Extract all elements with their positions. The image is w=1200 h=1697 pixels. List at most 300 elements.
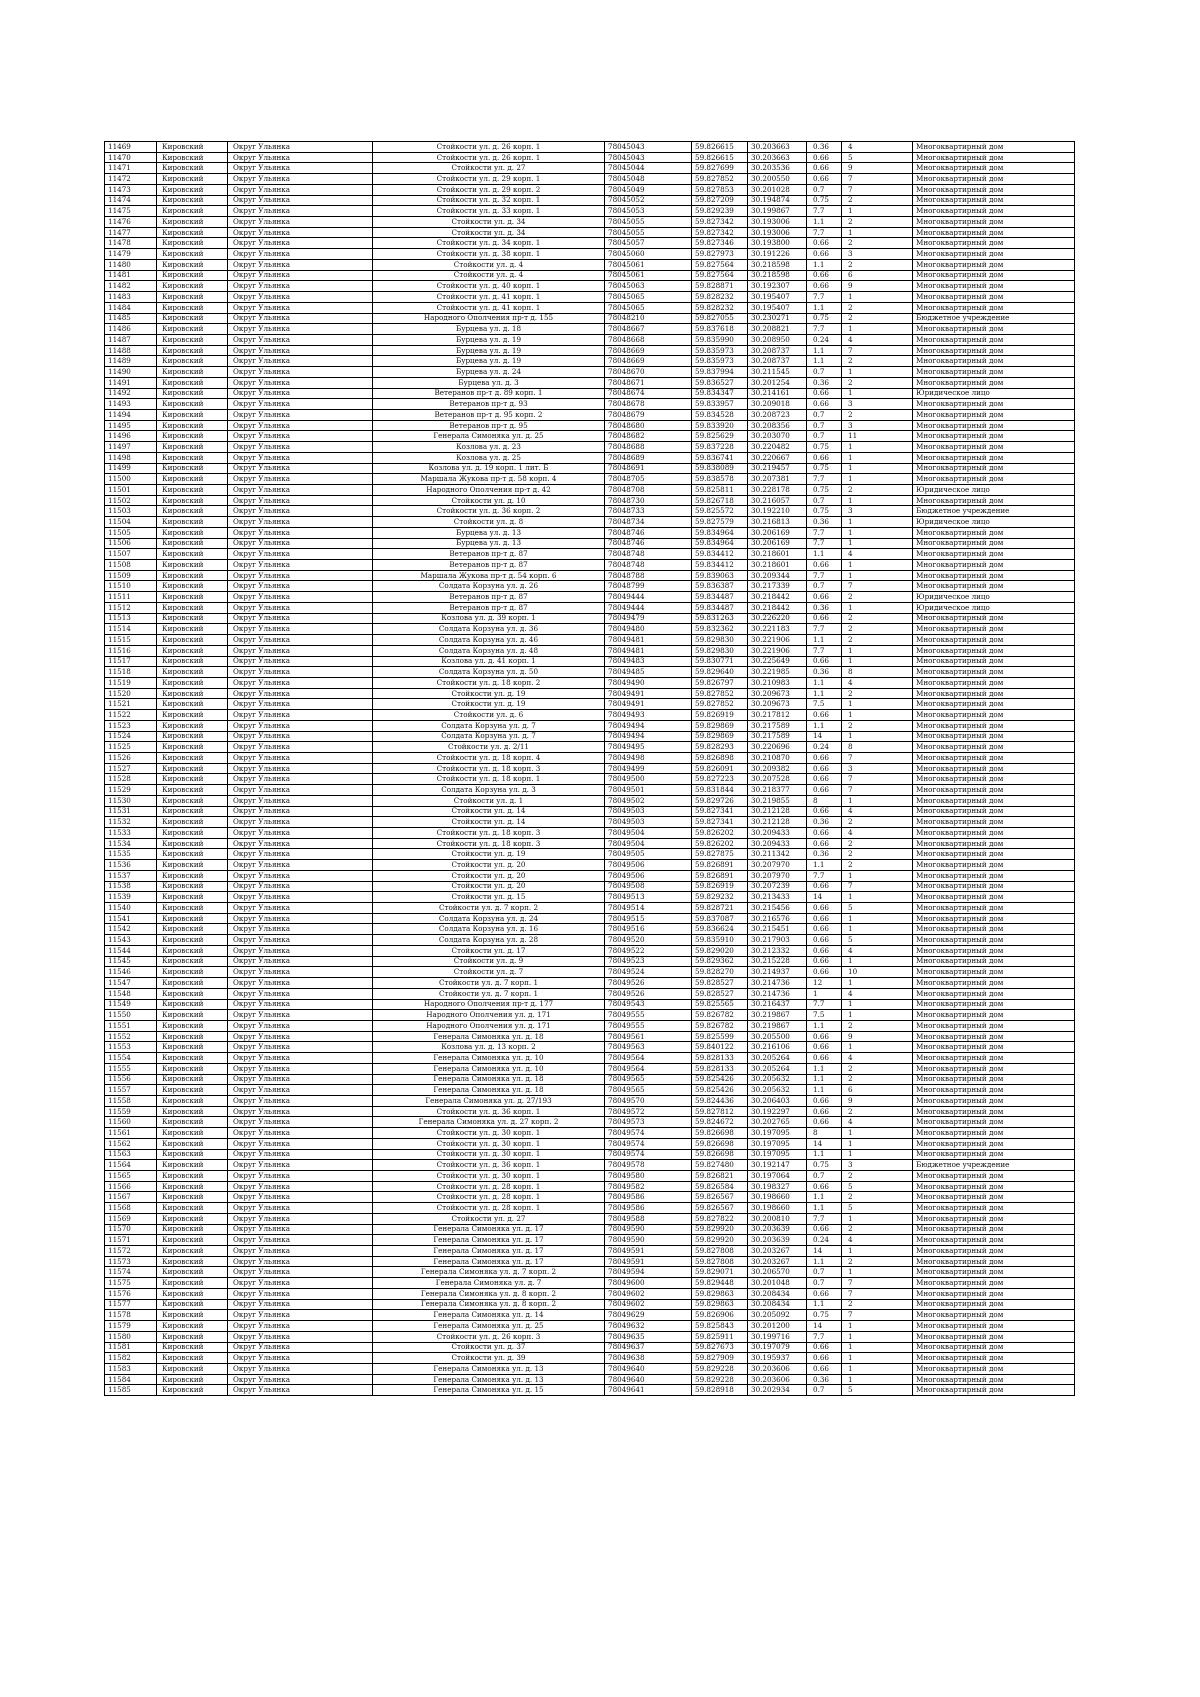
district-cell: Кировский (157, 420, 228, 431)
latitude-cell: 59.826567 (692, 1203, 748, 1214)
longitude-cell: 30.209673 (748, 699, 807, 710)
count-cell: 5 (842, 1385, 913, 1396)
district-cell: Кировский (157, 677, 228, 688)
district-cell: Кировский (157, 1374, 228, 1385)
latitude-cell: 59.825426 (692, 1085, 748, 1096)
volume-cell: 0.66 (807, 1288, 842, 1299)
object-code-cell: 78048688 (605, 442, 692, 453)
volume-cell: 0.66 (807, 452, 842, 463)
object-code-cell: 78048689 (605, 452, 692, 463)
table-row (105, 1053, 1075, 1064)
longitude-cell: 30.209018 (748, 399, 807, 410)
row-number-cell: 11520 (105, 688, 157, 699)
object-code-cell: 78049582 (605, 1181, 692, 1192)
volume-cell: 1.1 (807, 1256, 842, 1267)
longitude-cell: 30.202934 (748, 1385, 807, 1396)
municipality-cell: Округ Ульянка (228, 1288, 373, 1299)
table-row (105, 163, 1075, 174)
longitude-cell: 30.208950 (748, 334, 807, 345)
row-number-cell: 11560 (105, 1117, 157, 1128)
object-type-cell: Многоквартирный дом (913, 1235, 1075, 1246)
municipality-cell: Округ Ульянка (228, 795, 373, 806)
table-row (105, 795, 1075, 806)
latitude-cell: 59.837618 (692, 324, 748, 335)
longitude-cell: 30.197064 (748, 1171, 807, 1182)
row-number-cell: 11493 (105, 399, 157, 410)
address-cell: Стойкости ул. д. 29 корп. 1 (373, 174, 605, 185)
municipality-cell: Округ Ульянка (228, 656, 373, 667)
municipality-cell: Округ Ульянка (228, 431, 373, 442)
row-number-cell: 11551 (105, 1020, 157, 1031)
row-number-cell: 11504 (105, 517, 157, 528)
address-cell: Солдата Корзуна ул. д. 28 (373, 935, 605, 946)
latitude-cell: 59.826919 (692, 881, 748, 892)
latitude-cell: 59.829071 (692, 1267, 748, 1278)
longitude-cell: 30.197095 (748, 1149, 807, 1160)
address-cell: Ветеранов пр-т д. 89 корп. 1 (373, 388, 605, 399)
count-cell: 9 (842, 281, 913, 292)
object-code-cell: 78049523 (605, 956, 692, 967)
municipality-cell: Округ Ульянка (228, 485, 373, 496)
row-number-cell: 11530 (105, 795, 157, 806)
volume-cell: 1.1 (807, 635, 842, 646)
municipality-cell: Округ Ульянка (228, 1106, 373, 1117)
object-type-cell: Бюджетное учреждение (913, 506, 1075, 517)
latitude-cell: 59.826891 (692, 860, 748, 871)
longitude-cell: 30.212128 (748, 817, 807, 828)
latitude-cell: 59.836741 (692, 452, 748, 463)
municipality-cell: Округ Ульянка (228, 1224, 373, 1235)
latitude-cell: 59.839063 (692, 570, 748, 581)
longitude-cell: 30.218377 (748, 785, 807, 796)
district-cell: Кировский (157, 1031, 228, 1042)
count-cell: 1 (842, 517, 913, 528)
municipality-cell: Округ Ульянка (228, 1085, 373, 1096)
address-cell: Стойкости ул. д. 18 корп. 4 (373, 752, 605, 763)
object-code-cell: 78048733 (605, 506, 692, 517)
volume-cell: 0.66 (807, 1363, 842, 1374)
row-number-cell: 11527 (105, 763, 157, 774)
longitude-cell: 30.191226 (748, 249, 807, 260)
longitude-cell: 30.206570 (748, 1267, 807, 1278)
object-type-cell: Многоквартирный дом (913, 924, 1075, 935)
volume-cell: 8 (807, 1128, 842, 1139)
count-cell: 2 (842, 817, 913, 828)
row-number-cell: 11570 (105, 1224, 157, 1235)
count-cell: 2 (842, 1224, 913, 1235)
table-row (105, 485, 1075, 496)
count-cell: 7 (842, 174, 913, 185)
district-cell: Кировский (157, 1299, 228, 1310)
object-type-cell: Многоквартирный дом (913, 1010, 1075, 1021)
object-type-cell: Многоквартирный дом (913, 795, 1075, 806)
longitude-cell: 30.202765 (748, 1117, 807, 1128)
object-code-cell: 78049491 (605, 699, 692, 710)
object-type-cell: Многоквартирный дом (913, 195, 1075, 206)
district-cell: Кировский (157, 774, 228, 785)
count-cell: 2 (842, 1106, 913, 1117)
latitude-cell: 59.825565 (692, 999, 748, 1010)
object-type-cell: Многоквартирный дом (913, 667, 1075, 678)
volume-cell: 7.7 (807, 624, 842, 635)
volume-cell: 0.66 (807, 924, 842, 935)
address-cell: Бурцева ул. д. 19 (373, 356, 605, 367)
address-cell: Ветеранов пр-т д. 87 (373, 602, 605, 613)
table-row (105, 742, 1075, 753)
district-cell: Кировский (157, 377, 228, 388)
table-row (105, 420, 1075, 431)
object-type-cell: Многоквартирный дом (913, 999, 1075, 1010)
volume-cell: 0.66 (807, 913, 842, 924)
latitude-cell: 59.828293 (692, 742, 748, 753)
object-code-cell: 78049444 (605, 602, 692, 613)
object-code-cell: 78049494 (605, 731, 692, 742)
longitude-cell: 30.219457 (748, 463, 807, 474)
latitude-cell: 59.826906 (692, 1310, 748, 1321)
object-type-cell: Многоквартирный дом (913, 302, 1075, 313)
row-number-cell: 11550 (105, 1010, 157, 1021)
address-cell: Стойкости ул. д. 20 (373, 870, 605, 881)
table-row (105, 667, 1075, 678)
district-cell: Кировский (157, 495, 228, 506)
address-cell: Генерала Симоняка ул. д. 18 (373, 1031, 605, 1042)
municipality-cell: Округ Ульянка (228, 270, 373, 281)
volume-cell: 0.66 (807, 1342, 842, 1353)
object-type-cell: Многоквартирный дом (913, 227, 1075, 238)
row-number-cell: 11496 (105, 431, 157, 442)
object-type-cell: Многоквартирный дом (913, 988, 1075, 999)
address-cell: Ветеранов пр-т д. 95 корп. 2 (373, 409, 605, 420)
address-cell: Стойкости ул. д. 7 корп. 2 (373, 903, 605, 914)
count-cell: 4 (842, 1235, 913, 1246)
row-number-cell: 11481 (105, 270, 157, 281)
volume-cell: 1.1 (807, 259, 842, 270)
municipality-cell: Округ Ульянка (228, 195, 373, 206)
object-code-cell: 78045043 (605, 152, 692, 163)
count-cell: 4 (842, 334, 913, 345)
latitude-cell: 59.829830 (692, 645, 748, 656)
longitude-cell: 30.197095 (748, 1128, 807, 1139)
district-cell: Кировский (157, 795, 228, 806)
object-type-cell: Многоквартирный дом (913, 270, 1075, 281)
object-type-cell: Многоквартирный дом (913, 1278, 1075, 1289)
latitude-cell: 59.827808 (692, 1246, 748, 1257)
district-cell: Кировский (157, 1074, 228, 1085)
municipality-cell: Округ Ульянка (228, 613, 373, 624)
row-number-cell: 11518 (105, 667, 157, 678)
count-cell: 1 (842, 1128, 913, 1139)
district-cell: Кировский (157, 442, 228, 453)
count-cell: 2 (842, 238, 913, 249)
object-type-cell: Многоквартирный дом (913, 860, 1075, 871)
latitude-cell: 59.829920 (692, 1224, 748, 1235)
volume-cell: 0.66 (807, 1095, 842, 1106)
municipality-cell: Округ Ульянка (228, 602, 373, 613)
volume-cell: 1.1 (807, 356, 842, 367)
municipality-cell: Округ Ульянка (228, 1374, 373, 1385)
municipality-cell: Округ Ульянка (228, 367, 373, 378)
longitude-cell: 30.215451 (748, 924, 807, 935)
longitude-cell: 30.192147 (748, 1160, 807, 1171)
longitude-cell: 30.211545 (748, 367, 807, 378)
table-row (105, 388, 1075, 399)
count-cell: 2 (842, 1020, 913, 1031)
count-cell: 7 (842, 881, 913, 892)
row-number-cell: 11473 (105, 184, 157, 195)
district-cell: Кировский (157, 838, 228, 849)
address-cell: Генерала Симоняка ул. д. 17 (373, 1224, 605, 1235)
municipality-cell: Округ Ульянка (228, 1267, 373, 1278)
object-code-cell: 78048748 (605, 560, 692, 571)
municipality-cell: Округ Ульянка (228, 763, 373, 774)
district-cell: Кировский (157, 828, 228, 839)
count-cell: 2 (842, 356, 913, 367)
object-code-cell: 78049504 (605, 828, 692, 839)
municipality-cell: Округ Ульянка (228, 1138, 373, 1149)
object-type-cell: Многоквартирный дом (913, 377, 1075, 388)
volume-cell: 0.66 (807, 806, 842, 817)
object-code-cell: 78049588 (605, 1213, 692, 1224)
row-number-cell: 11564 (105, 1160, 157, 1171)
volume-cell: 0.66 (807, 1353, 842, 1364)
longitude-cell: 30.205264 (748, 1063, 807, 1074)
table-row (105, 292, 1075, 303)
table-row (105, 999, 1075, 1010)
longitude-cell: 30.198660 (748, 1192, 807, 1203)
longitude-cell: 30.210983 (748, 677, 807, 688)
object-code-cell: 78049590 (605, 1224, 692, 1235)
latitude-cell: 59.827812 (692, 1106, 748, 1117)
address-cell: Стойкости ул. д. 26 корп. 1 (373, 142, 605, 153)
municipality-cell: Округ Ульянка (228, 935, 373, 946)
object-code-cell: 78048678 (605, 399, 692, 410)
volume-cell: 0.36 (807, 1374, 842, 1385)
count-cell: 8 (842, 667, 913, 678)
municipality-cell: Округ Ульянка (228, 1171, 373, 1182)
latitude-cell: 59.835910 (692, 935, 748, 946)
object-code-cell: 78049564 (605, 1063, 692, 1074)
object-type-cell: Многоквартирный дом (913, 409, 1075, 420)
latitude-cell: 59.827808 (692, 1256, 748, 1267)
volume-cell: 12 (807, 978, 842, 989)
row-number-cell: 11486 (105, 324, 157, 335)
volume-cell: 0.7 (807, 409, 842, 420)
row-number-cell: 11490 (105, 367, 157, 378)
row-number-cell: 11545 (105, 956, 157, 967)
table-row (105, 924, 1075, 935)
address-cell: Стойкости ул. д. 36 корп. 1 (373, 1160, 605, 1171)
address-cell: Ветеранов пр-т д. 87 (373, 549, 605, 560)
object-code-cell: 78049565 (605, 1074, 692, 1085)
address-cell: Бурцева ул. д. 13 (373, 538, 605, 549)
latitude-cell: 59.825629 (692, 431, 748, 442)
row-number-cell: 11469 (105, 142, 157, 153)
longitude-cell: 30.203663 (748, 152, 807, 163)
latitude-cell: 59.827342 (692, 227, 748, 238)
table-row (105, 463, 1075, 474)
district-cell: Кировский (157, 1138, 228, 1149)
district-cell: Кировский (157, 1385, 228, 1396)
latitude-cell: 59.829869 (692, 731, 748, 742)
address-cell: Генерала Симоняка ул. д. 13 (373, 1363, 605, 1374)
count-cell: 1 (842, 1374, 913, 1385)
object-type-cell: Многоквартирный дом (913, 763, 1075, 774)
longitude-cell: 30.215456 (748, 903, 807, 914)
volume-cell: 0.66 (807, 1053, 842, 1064)
district-cell: Кировский (157, 560, 228, 571)
count-cell: 3 (842, 506, 913, 517)
longitude-cell: 30.208434 (748, 1288, 807, 1299)
longitude-cell: 30.230271 (748, 313, 807, 324)
municipality-cell: Округ Ульянка (228, 1363, 373, 1374)
row-number-cell: 11476 (105, 217, 157, 228)
latitude-cell: 59.827853 (692, 184, 748, 195)
longitude-cell: 30.214736 (748, 978, 807, 989)
municipality-cell: Округ Ульянка (228, 645, 373, 656)
count-cell: 1 (842, 442, 913, 453)
table-row (105, 763, 1075, 774)
count-cell: 4 (842, 945, 913, 956)
volume-cell: 0.36 (807, 377, 842, 388)
address-cell: Стойкости ул. д. 26 корп. 1 (373, 152, 605, 163)
district-cell: Кировский (157, 1063, 228, 1074)
object-type-cell: Многоквартирный дом (913, 1203, 1075, 1214)
municipality-cell: Округ Ульянка (228, 345, 373, 356)
row-number-cell: 11584 (105, 1374, 157, 1385)
table-row (105, 838, 1075, 849)
district-cell: Кировский (157, 1128, 228, 1139)
count-cell: 7 (842, 581, 913, 592)
count-cell: 4 (842, 549, 913, 560)
municipality-cell: Округ Ульянка (228, 227, 373, 238)
longitude-cell: 30.198327 (748, 1181, 807, 1192)
object-code-cell: 78045044 (605, 163, 692, 174)
object-code-cell: 78049565 (605, 1085, 692, 1096)
row-number-cell: 11576 (105, 1288, 157, 1299)
table-row (105, 152, 1075, 163)
table-row (105, 1031, 1075, 1042)
latitude-cell: 59.829920 (692, 1235, 748, 1246)
table-row (105, 1374, 1075, 1385)
object-type-cell: Многоквартирный дом (913, 699, 1075, 710)
address-cell: Солдата Корзуна ул. д. 50 (373, 667, 605, 678)
address-cell: Стойкости ул. д. 18 корп. 3 (373, 828, 605, 839)
latitude-cell: 59.826584 (692, 1181, 748, 1192)
longitude-cell: 30.218442 (748, 592, 807, 603)
volume-cell: 0.66 (807, 903, 842, 914)
municipality-cell: Округ Ульянка (228, 399, 373, 410)
district-cell: Кировский (157, 249, 228, 260)
volume-cell: 0.66 (807, 763, 842, 774)
latitude-cell: 59.834412 (692, 549, 748, 560)
municipality-cell: Округ Ульянка (228, 538, 373, 549)
row-number-cell: 11501 (105, 485, 157, 496)
object-code-cell: 78048679 (605, 409, 692, 420)
count-cell: 1 (842, 538, 913, 549)
table-row (105, 1288, 1075, 1299)
district-cell: Кировский (157, 206, 228, 217)
object-type-cell: Многоквартирный дом (913, 935, 1075, 946)
volume-cell: 1.1 (807, 1063, 842, 1074)
latitude-cell: 59.827341 (692, 817, 748, 828)
volume-cell: 0.66 (807, 828, 842, 839)
count-cell: 2 (842, 377, 913, 388)
district-cell: Кировский (157, 945, 228, 956)
longitude-cell: 30.217903 (748, 935, 807, 946)
count-cell: 1 (842, 892, 913, 903)
volume-cell: 8 (807, 795, 842, 806)
count-cell: 2 (842, 635, 913, 646)
district-cell: Кировский (157, 688, 228, 699)
table-row (105, 677, 1075, 688)
municipality-cell: Округ Ульянка (228, 956, 373, 967)
municipality-cell: Округ Ульянка (228, 903, 373, 914)
latitude-cell: 59.828133 (692, 1053, 748, 1064)
row-number-cell: 11512 (105, 602, 157, 613)
table-body (105, 142, 1075, 1396)
municipality-cell: Округ Ульянка (228, 495, 373, 506)
object-code-cell: 78049501 (605, 785, 692, 796)
volume-cell: 0.75 (807, 1160, 842, 1171)
count-cell: 1 (842, 710, 913, 721)
volume-cell: 14 (807, 1138, 842, 1149)
object-type-cell: Многоквартирный дом (913, 785, 1075, 796)
row-number-cell: 11484 (105, 302, 157, 313)
address-cell: Стойкости ул. д. 19 (373, 688, 605, 699)
latitude-cell: 59.835990 (692, 334, 748, 345)
municipality-cell: Округ Ульянка (228, 1213, 373, 1224)
table-row (105, 1095, 1075, 1106)
table-row (105, 560, 1075, 571)
count-cell: 2 (842, 1063, 913, 1074)
latitude-cell: 59.840122 (692, 1042, 748, 1053)
object-type-cell: Многоквартирный дом (913, 1085, 1075, 1096)
count-cell: 7 (842, 1278, 913, 1289)
object-type-cell: Многоквартирный дом (913, 677, 1075, 688)
object-type-cell: Многоквартирный дом (913, 752, 1075, 763)
count-cell: 2 (842, 259, 913, 270)
table-row (105, 1074, 1075, 1085)
object-type-cell: Многоквартирный дом (913, 849, 1075, 860)
table-row (105, 1331, 1075, 1342)
address-cell: Генерала Симоняка ул. д. 17 (373, 1256, 605, 1267)
longitude-cell: 30.200550 (748, 174, 807, 185)
municipality-cell: Округ Ульянка (228, 259, 373, 270)
latitude-cell: 59.828527 (692, 978, 748, 989)
table-row (105, 1203, 1075, 1214)
district-cell: Кировский (157, 174, 228, 185)
object-code-cell: 78049543 (605, 999, 692, 1010)
object-type-cell: Многоквартирный дом (913, 1181, 1075, 1192)
district-cell: Кировский (157, 1192, 228, 1203)
municipality-cell: Округ Ульянка (228, 1385, 373, 1396)
table-row (105, 259, 1075, 270)
district-cell: Кировский (157, 1267, 228, 1278)
longitude-cell: 30.220696 (748, 742, 807, 753)
object-type-cell: Многоквартирный дом (913, 581, 1075, 592)
object-type-cell: Многоквартирный дом (913, 1192, 1075, 1203)
longitude-cell: 30.212332 (748, 945, 807, 956)
longitude-cell: 30.200810 (748, 1213, 807, 1224)
longitude-cell: 30.198660 (748, 1203, 807, 1214)
object-code-cell: 78045048 (605, 174, 692, 185)
municipality-cell: Округ Ульянка (228, 913, 373, 924)
address-cell: Стойкости ул. д. 36 корп. 1 (373, 1106, 605, 1117)
count-cell: 1 (842, 1213, 913, 1224)
object-code-cell: 78045052 (605, 195, 692, 206)
latitude-cell: 59.824436 (692, 1095, 748, 1106)
address-cell: Стойкости ул. д. 20 (373, 860, 605, 871)
